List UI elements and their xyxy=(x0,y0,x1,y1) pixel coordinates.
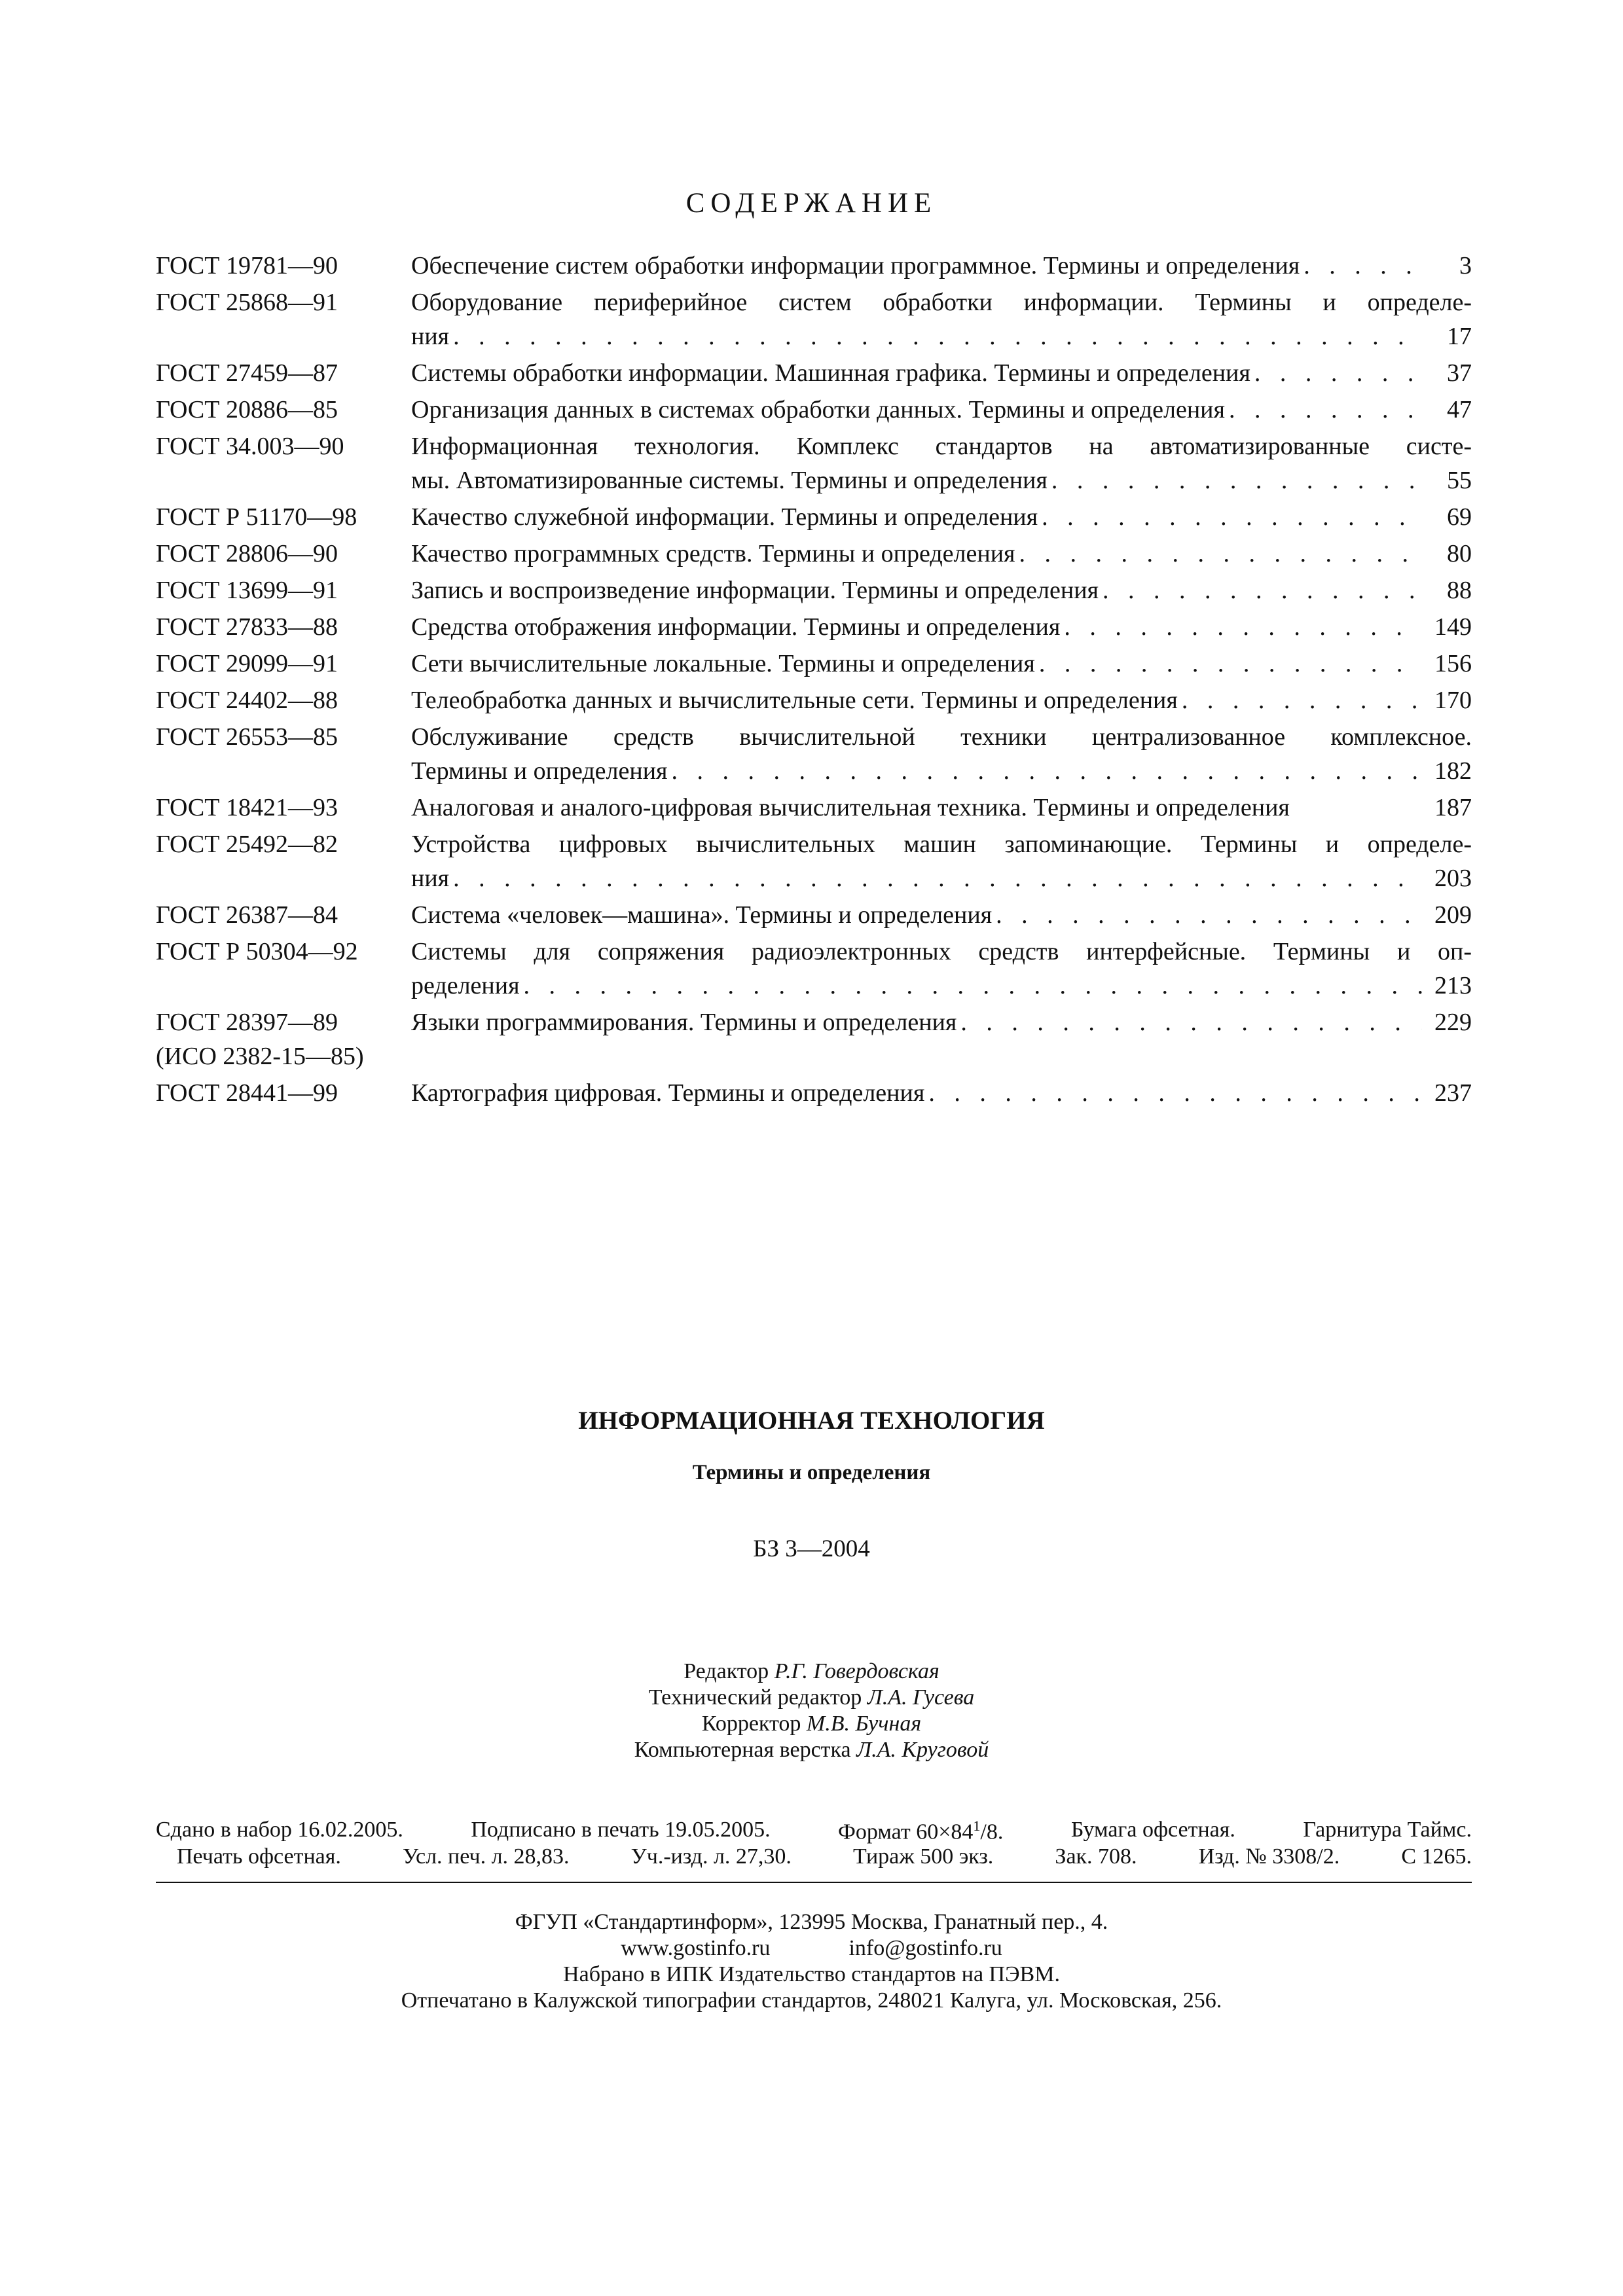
credit-role: Редактор xyxy=(684,1659,769,1683)
dot-leader xyxy=(1042,500,1422,534)
toc-title-text: ния xyxy=(411,323,450,350)
toc-entry-code xyxy=(156,393,411,427)
toc-entry xyxy=(156,500,1472,534)
toc-title-text: Системы для сопряжения радиоэлектронных средств интерфейсные. Термины и оп- xyxy=(411,938,1472,965)
standard-code: ГОСТ 25492—82 xyxy=(156,831,338,858)
dot-leader xyxy=(1254,356,1422,390)
toc-page-number: 88 xyxy=(1447,577,1472,604)
publisher-address: ФГУП «Стандартинформ», 123995 Москва, Гранатный пер., 4. xyxy=(515,1910,1108,1934)
book-subtitle: Термины и определения xyxy=(692,1461,931,1484)
toc-line xyxy=(411,249,1472,283)
typeset-note: Набрано в ИПК Издательство стандартов на ПЭВМ. xyxy=(563,1962,1060,1986)
dot-leader xyxy=(453,319,1422,353)
toc-line xyxy=(411,1076,1472,1110)
printed-note: Отпечатано в Калужской типографии стандартов, 248021 Калуга, ул. Московская, 256. xyxy=(401,1988,1222,2013)
toc-entry-code xyxy=(156,935,411,1003)
toc-entry-code xyxy=(156,683,411,717)
toc-page-number: 156 xyxy=(1434,650,1472,677)
toc-entry-title xyxy=(411,249,1472,283)
toc-page-number: 80 xyxy=(1447,540,1472,567)
imprint-line-1 xyxy=(156,1818,1472,1844)
standard-code: ГОСТ 19781—90 xyxy=(156,252,338,279)
toc-entry-title xyxy=(411,537,1472,571)
dot-leader xyxy=(1182,683,1422,717)
toc-line xyxy=(411,898,1472,932)
dot-leader xyxy=(1304,249,1422,283)
toc-entry xyxy=(156,720,1472,788)
toc-page-number: 203 xyxy=(1434,865,1472,892)
standard-code: ГОСТ 27833—88 xyxy=(156,613,338,641)
publisher-info xyxy=(0,1909,1623,2014)
standard-code: ГОСТ 13699—91 xyxy=(156,577,338,604)
toc-page-number: 3 xyxy=(1459,252,1472,279)
toc-title-text: Качество программных средств. Термины и определения xyxy=(411,540,1015,567)
toc-line xyxy=(411,573,1472,607)
dot-leader xyxy=(1103,573,1422,607)
toc-line xyxy=(411,319,1472,353)
toc-line xyxy=(411,285,1472,319)
toc-entry-code xyxy=(156,720,411,788)
toc-entry-title xyxy=(411,285,1472,353)
dot-leader xyxy=(1064,610,1422,644)
standard-code: ГОСТ 28397—89 xyxy=(156,1009,338,1036)
credit-editor xyxy=(0,1659,1623,1685)
toc-page-number: 37 xyxy=(1447,359,1472,387)
imprint-sent: Сдано в набор 16.02.2005. xyxy=(156,1818,403,1842)
toc-page-number: 149 xyxy=(1434,613,1472,641)
publisher-email-link[interactable]: info@gostinfo.ru xyxy=(848,1936,1002,1960)
toc-entry xyxy=(156,1076,1472,1110)
credit-role: Корректор xyxy=(701,1712,801,1736)
toc-entry-code xyxy=(156,610,411,644)
standard-code: ГОСТ 34.003—90 xyxy=(156,433,344,460)
standard-code: ГОСТ 29099—91 xyxy=(156,650,338,677)
imprint-line-2 xyxy=(156,1844,1472,1869)
toc-line xyxy=(411,754,1472,788)
toc-title-text: Информационная технология. Комплекс стандартов на автоматизированные систе- xyxy=(411,433,1472,460)
toc-entry xyxy=(156,356,1472,390)
toc-entry-code xyxy=(156,500,411,534)
toc-entry-code xyxy=(156,573,411,607)
dot-leader xyxy=(672,754,1422,788)
credit-tech-editor xyxy=(0,1685,1623,1711)
imprint-format xyxy=(838,1818,1003,1844)
toc-entry xyxy=(156,393,1472,427)
imprint-order: Зак. 708. xyxy=(1055,1844,1137,1869)
credit-name: Л.А. Круговой xyxy=(856,1738,989,1762)
toc-entry xyxy=(156,898,1472,932)
toc-entry-title xyxy=(411,500,1472,534)
toc-entry-title xyxy=(411,393,1472,427)
toc-line xyxy=(411,647,1472,681)
dot-leader xyxy=(524,969,1422,1003)
standard-code: ГОСТ 20886—85 xyxy=(156,396,338,423)
imprint-print: Печать офсетная. xyxy=(177,1844,341,1869)
toc-entry-code xyxy=(156,1005,411,1073)
toc-page-number: 229 xyxy=(1434,1009,1472,1036)
toc-entry-title xyxy=(411,683,1472,717)
toc-title-text: Устройства цифровых вычислительных машин запоминающие. Термины и определе- xyxy=(411,831,1472,858)
toc-entry xyxy=(156,429,1472,497)
toc-entry-title xyxy=(411,720,1472,788)
toc-line xyxy=(411,861,1472,895)
toc-title-text: Системы обработки информации. Машинная графика. Термины и определения xyxy=(411,359,1250,387)
toc-page-number: 237 xyxy=(1434,1079,1472,1107)
toc-page-number: 47 xyxy=(1447,396,1472,423)
toc-line xyxy=(411,935,1472,969)
dot-leader xyxy=(1019,537,1422,571)
toc-page-number: 69 xyxy=(1447,503,1472,531)
toc-entry-code xyxy=(156,356,411,390)
toc-title-text: Оборудование периферийное систем обработки информации. Термины и определе- xyxy=(411,289,1472,316)
toc-entry xyxy=(156,1005,1472,1073)
dot-leader xyxy=(960,1005,1422,1039)
toc-entry xyxy=(156,285,1472,353)
toc-line xyxy=(411,1005,1472,1039)
toc-entry-title xyxy=(411,1076,1472,1110)
book-title: ИНФОРМАЦИОННАЯ ТЕХНОЛОГИЯ xyxy=(578,1407,1045,1435)
toc-entry xyxy=(156,573,1472,607)
toc-line xyxy=(411,683,1472,717)
standard-code: ГОСТ Р 51170—98 xyxy=(156,503,357,531)
toc-entry-title xyxy=(411,827,1472,895)
toc-page-number: 187 xyxy=(1434,794,1472,821)
toc-entry-code xyxy=(156,1076,411,1110)
standard-code: ГОСТ 27459—87 xyxy=(156,359,338,387)
toc-title-text: Языки программирования. Термины и определения xyxy=(411,1009,957,1036)
toc-line xyxy=(411,500,1472,534)
toc-entry-code xyxy=(156,898,411,932)
toc-line xyxy=(411,827,1472,861)
toc-entry-title xyxy=(411,610,1472,644)
toc-entry-code xyxy=(156,791,411,825)
standard-code: ГОСТ 28806—90 xyxy=(156,540,338,567)
standard-code: ГОСТ 26387—84 xyxy=(156,901,338,929)
toc-line xyxy=(411,720,1472,754)
toc-title-text: Средства отображения информации. Термины и определения xyxy=(411,613,1061,641)
toc-entry-code xyxy=(156,647,411,681)
toc-page-number: 55 xyxy=(1447,467,1472,494)
standard-code: ГОСТ 26553—85 xyxy=(156,723,338,751)
toc-title-text: ния xyxy=(411,865,450,892)
standard-code: ГОСТ 24402—88 xyxy=(156,687,338,714)
toc-line xyxy=(411,969,1472,1003)
toc-entry-title xyxy=(411,898,1472,932)
dot-leader xyxy=(928,1076,1422,1110)
imprint-izd: Изд. № 3308/2. xyxy=(1198,1844,1340,1869)
toc-line xyxy=(411,537,1472,571)
credit-name: Р.Г. Говердовская xyxy=(774,1659,939,1683)
toc-entry xyxy=(156,537,1472,571)
credit-name: Л.А. Гусева xyxy=(867,1685,975,1710)
toc-title-text: Система «человек—машина». Термины и определения xyxy=(411,901,993,929)
table-of-contents xyxy=(156,249,1472,1113)
credit-role: Технический редактор xyxy=(648,1685,862,1710)
toc-entry xyxy=(156,647,1472,681)
standard-code: ГОСТ 25868—91 xyxy=(156,289,338,316)
toc-heading: СОДЕРЖАНИЕ xyxy=(685,188,938,219)
toc-page-number: 170 xyxy=(1434,687,1472,714)
toc-entry-title xyxy=(411,935,1472,1003)
publisher-contacts xyxy=(621,1935,1002,1962)
toc-title-text: Запись и воспроизведение информации. Термины и определения xyxy=(411,577,1099,604)
credit-layout xyxy=(0,1737,1623,1763)
toc-entry-title xyxy=(411,647,1472,681)
toc-title-text: мы. Автоматизированные системы. Термины и определения xyxy=(411,467,1048,494)
toc-title-text: Телеобработка данных и вычислительные сети. Термины и определения xyxy=(411,687,1178,714)
toc-line xyxy=(411,610,1472,644)
toc-entry-code xyxy=(156,429,411,497)
toc-line xyxy=(411,791,1472,825)
toc-title-text: Обслуживание средств вычислительной техники централизованное комплексное. xyxy=(411,723,1472,751)
toc-title-text: Организация данных в системах обработки данных. Термины и определения xyxy=(411,396,1225,423)
standard-code: (ИСО 2382-15—85) xyxy=(156,1043,364,1070)
imprint-c: С 1265. xyxy=(1401,1844,1472,1869)
toc-entry-code xyxy=(156,537,411,571)
toc-entry-title xyxy=(411,573,1472,607)
toc-page-number: 213 xyxy=(1434,972,1472,999)
format-suffix: /8. xyxy=(980,1820,1004,1844)
dot-leader xyxy=(1229,393,1422,427)
toc-entry-code xyxy=(156,827,411,895)
imprint-signed: Подписано в печать 19.05.2005. xyxy=(471,1818,771,1842)
credits xyxy=(0,1659,1623,1763)
credit-name: М.В. Бучная xyxy=(806,1712,922,1736)
dot-leader xyxy=(453,861,1422,895)
toc-page-number: 209 xyxy=(1434,901,1472,929)
dot-leader xyxy=(1051,463,1422,497)
toc-entry xyxy=(156,249,1472,283)
toc-entry xyxy=(156,827,1472,895)
toc-entry-title xyxy=(411,356,1472,390)
standard-code: ГОСТ Р 50304—92 xyxy=(156,938,358,965)
imprint-usl: Усл. печ. л. 28,83. xyxy=(402,1844,570,1869)
toc-entry-code xyxy=(156,249,411,283)
imprint-uch: Уч.-изд. л. 27,30. xyxy=(630,1844,792,1869)
toc-line xyxy=(411,429,1472,463)
toc-line xyxy=(411,356,1472,390)
format-prefix: Формат 60×84 xyxy=(838,1820,974,1844)
toc-title-text: Обеспечение систем обработки информации программное. Термины и определения xyxy=(411,252,1300,279)
toc-title-text: Термины и определения xyxy=(411,757,668,785)
toc-title-text: Сети вычислительные локальные. Термины и определения xyxy=(411,650,1035,677)
standard-code: ГОСТ 18421—93 xyxy=(156,794,338,821)
dot-leader xyxy=(996,898,1422,932)
toc-page-number: 17 xyxy=(1447,323,1472,350)
credit-corrector xyxy=(0,1711,1623,1737)
toc-entry-title xyxy=(411,429,1472,497)
divider xyxy=(156,1882,1472,1883)
toc-entry-title xyxy=(411,1005,1472,1073)
toc-entry-title xyxy=(411,791,1472,825)
toc-entry-code xyxy=(156,285,411,353)
toc-title-text: ределения xyxy=(411,972,520,999)
toc-entry xyxy=(156,935,1472,1003)
imprint-font: Гарнитура Таймс. xyxy=(1303,1818,1472,1842)
toc-title-text: Картография цифровая. Термины и определения xyxy=(411,1079,925,1107)
standard-code: ГОСТ 28441—99 xyxy=(156,1079,338,1107)
imprint-tirage: Тираж 500 экз. xyxy=(853,1844,994,1869)
book-code: БЗ 3—2004 xyxy=(753,1535,870,1562)
toc-entry xyxy=(156,683,1472,717)
toc-page-number: 182 xyxy=(1434,757,1472,785)
credit-role: Компьютерная верстка xyxy=(634,1738,851,1762)
toc-title-text: Аналоговая и аналого-цифровая вычислительная техника. Термины и определения xyxy=(411,794,1290,821)
publisher-site-link[interactable]: www.gostinfo.ru xyxy=(621,1936,771,1960)
toc-entry xyxy=(156,791,1472,825)
toc-line xyxy=(411,463,1472,497)
toc-entry xyxy=(156,610,1472,644)
format-sup: 1 xyxy=(973,1818,981,1834)
toc-title-text: Качество служебной информации. Термины и определения xyxy=(411,503,1038,531)
imprint-paper: Бумага офсетная. xyxy=(1070,1818,1235,1842)
toc-line xyxy=(411,393,1472,427)
dot-leader xyxy=(1039,647,1422,681)
